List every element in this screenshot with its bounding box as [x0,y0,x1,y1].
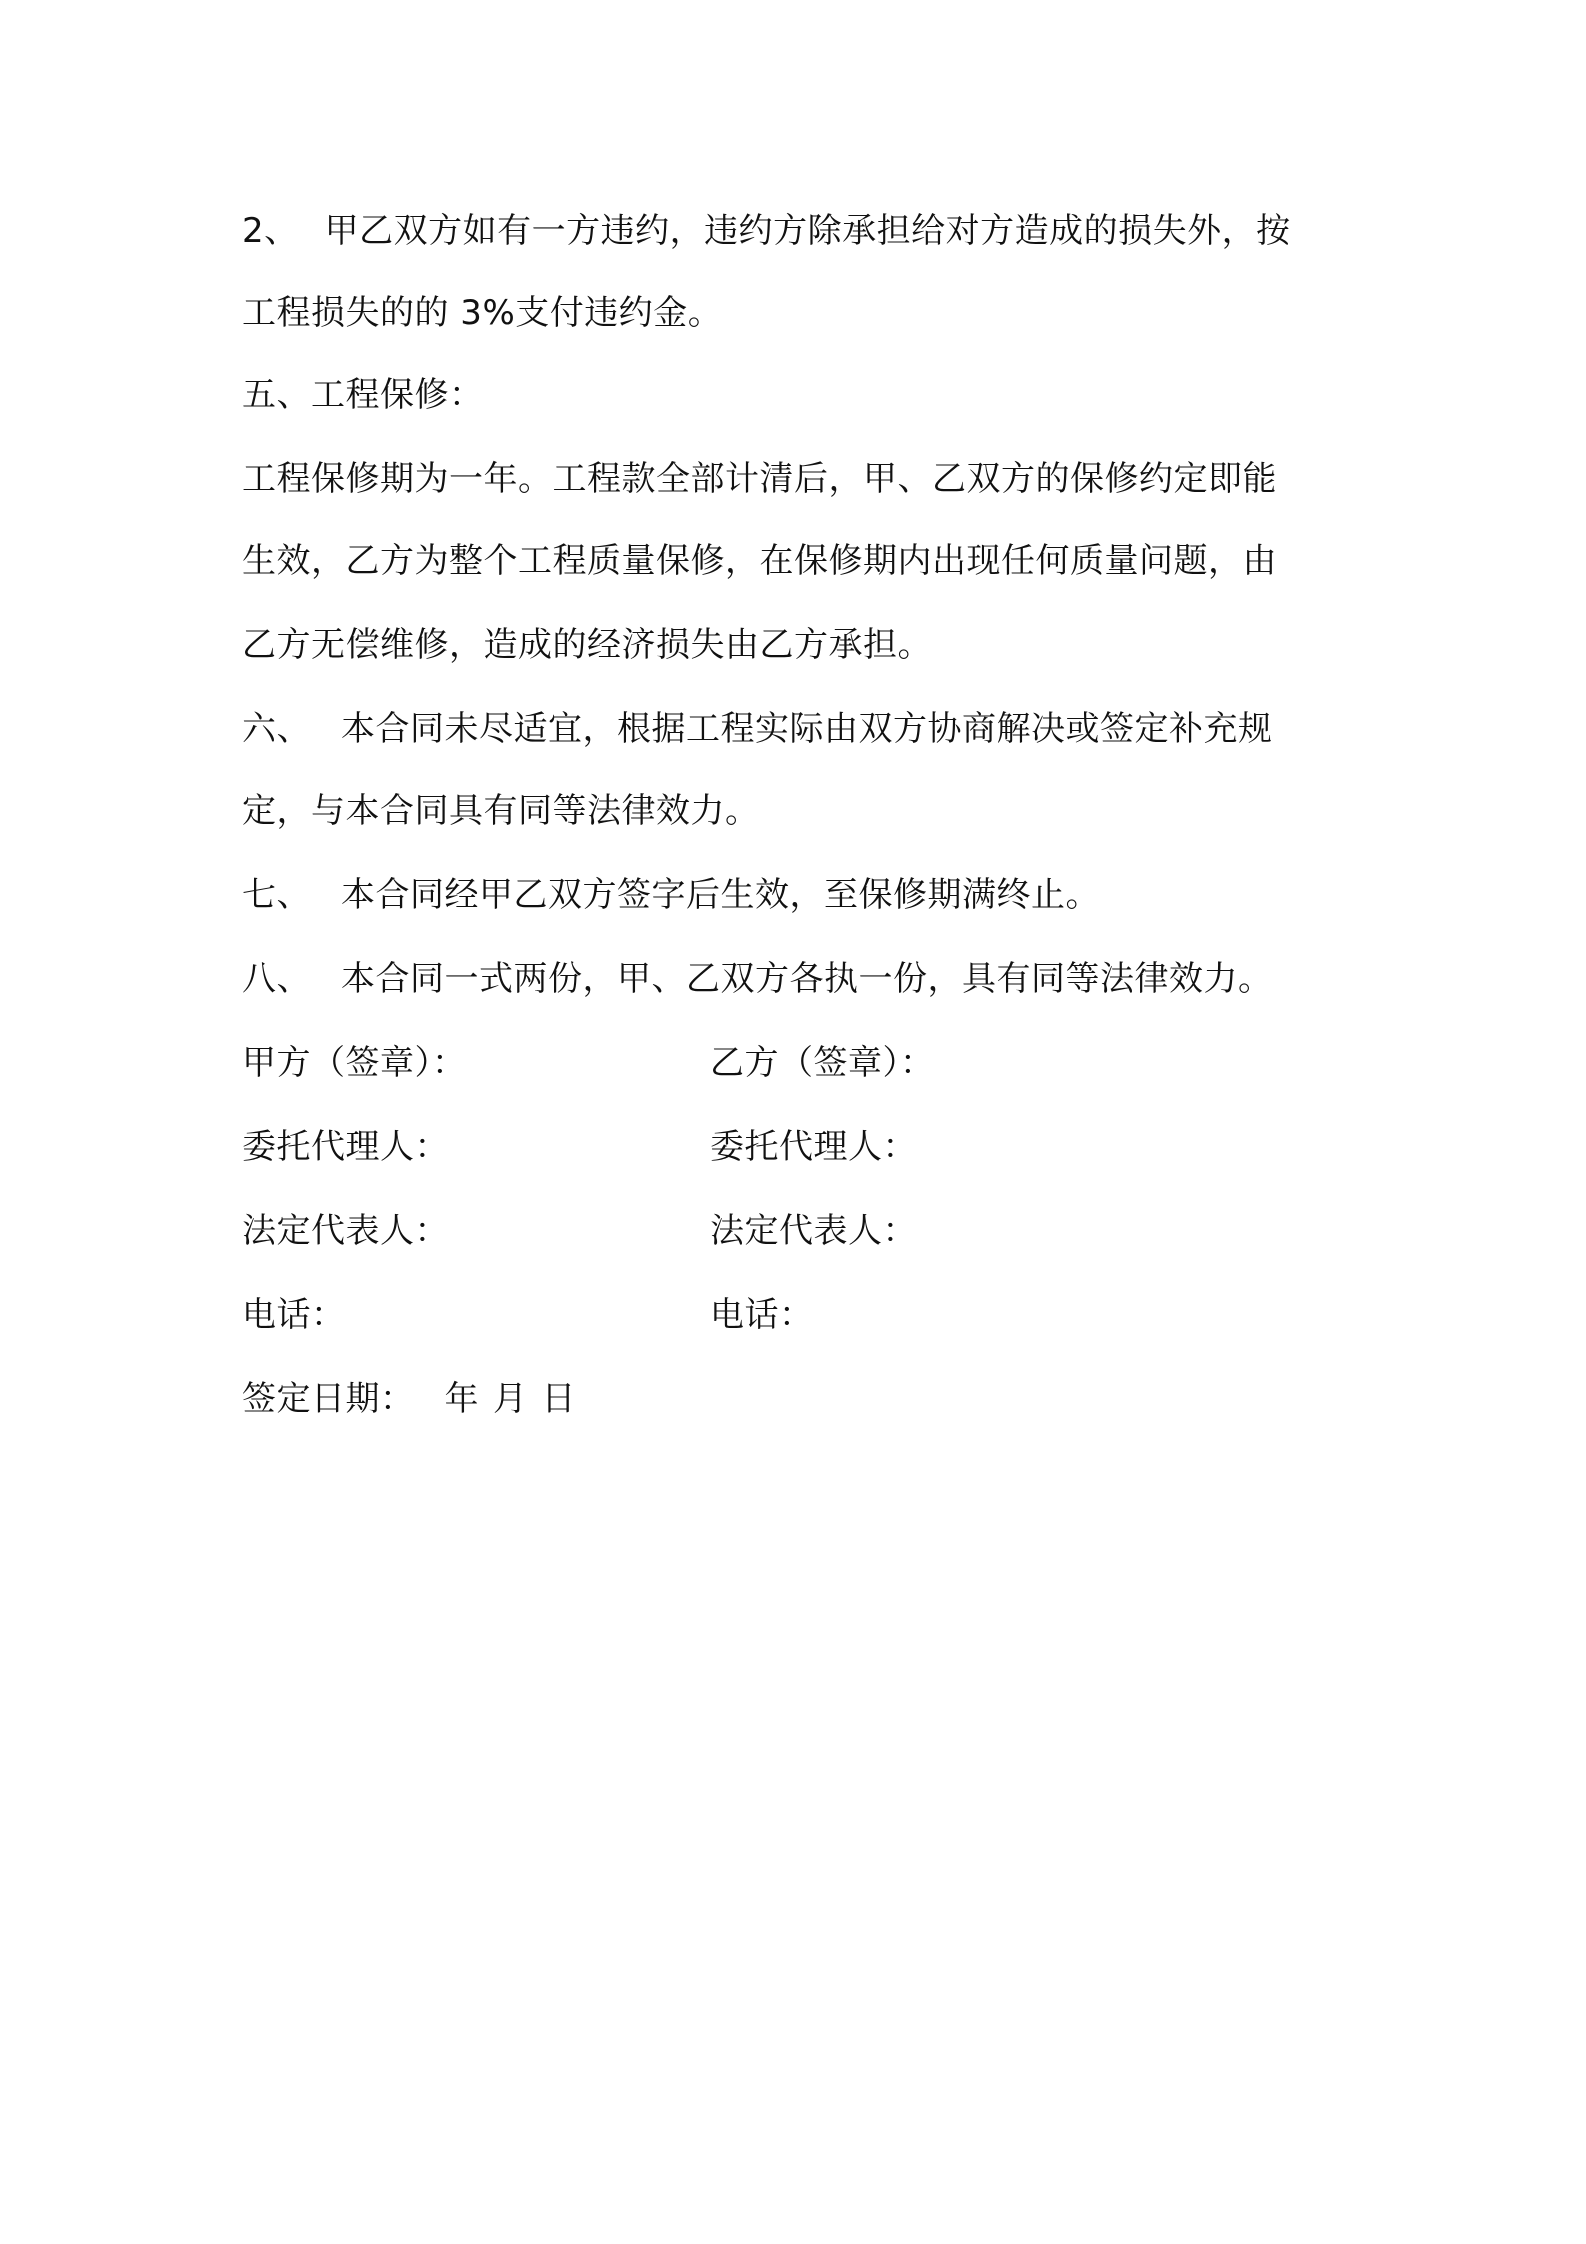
clause-6-line-2: 定，与本合同具有同等法律效力。 [242,791,760,831]
clause-8-number: 八、 [242,959,311,999]
sign-date-label: 签定日期： [242,1379,415,1419]
sign-date-year: 年 [444,1379,479,1419]
sign-date-day: 日 [541,1379,576,1419]
party-b-agent: 委托代理人： [710,1127,917,1167]
party-a-legal-rep: 法定代表人： [242,1211,449,1251]
clause-7-line [242,872,1100,918]
clause-penalty-line-1 [242,208,1291,254]
party-b-seal: 乙方（签章）： [710,1043,935,1083]
clause-6-number: 六、 [242,709,311,749]
clause-7-number: 七、 [242,875,311,915]
sign-date [242,1376,576,1422]
sign-date-month: 月 [493,1379,528,1419]
party-a-seal: 甲方（签章）： [242,1043,467,1083]
clause-penalty-number: 2、 [242,211,299,251]
clause-6-text-1: 本合同未尽适宜，根据工程实际由双方协商解决或签定补充规 [341,709,1273,749]
clause-8-text: 本合同一式两份，甲、乙双方各执一份，具有同等法律效力。 [341,959,1273,999]
clause-penalty-text-1: 甲乙双方如有一方违约，违约方除承担给对方造成的损失外，按 [324,211,1291,251]
warranty-line-1: 工程保修期为一年。工程款全部计清后，甲、乙双方的保修约定即能 [242,459,1277,499]
warranty-heading: 五、工程保修： [242,375,484,415]
clause-7-text: 本合同经甲乙双方签字后生效，至保修期满终止。 [341,875,1100,915]
party-a-phone: 电话： [242,1295,346,1335]
warranty-line-2: 生效，乙方为整个工程质量保修，在保修期内出现任何质量问题，由 [242,541,1277,581]
clause-penalty-line-2: 工程损失的的 3%支付违约金。 [242,293,723,333]
party-b-phone: 电话： [710,1295,814,1335]
party-b-legal-rep: 法定代表人： [710,1211,917,1251]
warranty-line-3: 乙方无偿维修，造成的经济损失由乙方承担。 [242,625,932,665]
party-a-agent: 委托代理人： [242,1127,449,1167]
clause-6-line-1 [242,706,1273,752]
clause-8-line [242,956,1273,1002]
